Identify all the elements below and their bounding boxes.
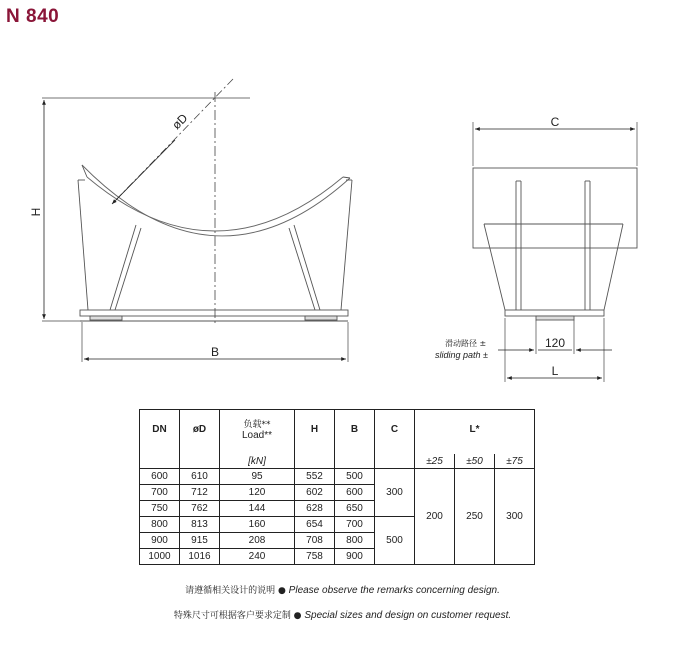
cell-dn: 900: [140, 533, 180, 549]
col-header-l: L*: [415, 410, 535, 455]
dim-h-label: H: [29, 207, 43, 217]
cell-od: 762: [180, 501, 220, 517]
cell-od: 610: [180, 469, 220, 485]
cell-od: 813: [180, 517, 220, 533]
page-title: N 840: [6, 6, 60, 27]
cell-dn: 1000: [140, 549, 180, 565]
cell-b: 600: [335, 485, 375, 501]
l-sub-header: ±25: [415, 454, 455, 469]
col-header-od: øD: [180, 410, 220, 469]
dim-od-label: øD: [169, 110, 191, 133]
col-header-h: H: [295, 410, 335, 469]
col-header-b: B: [335, 410, 375, 469]
cell-b: 900: [335, 549, 375, 565]
diameter-arrow: [112, 140, 175, 204]
cell-c-spacer: [375, 549, 415, 565]
dimension-table: [139, 409, 535, 565]
cell-l: 250: [455, 469, 495, 565]
cell-h: 552: [295, 469, 335, 485]
cell-c: 300: [375, 485, 415, 501]
load-unit: [kN]: [220, 454, 295, 469]
cell-od: 1016: [180, 549, 220, 565]
cell-h: 628: [295, 501, 335, 517]
cell-load: 95: [220, 469, 295, 485]
cell-dn: 700: [140, 485, 180, 501]
cell-load: 240: [220, 549, 295, 565]
cell-load: 120: [220, 485, 295, 501]
l-sub-header: ±75: [495, 454, 535, 469]
cell-dn: 600: [140, 469, 180, 485]
remark-design-cn: 请遵循相关设计的说明 ●: [185, 586, 289, 596]
table-row: [140, 469, 535, 485]
remark-special-sizes: [0, 608, 685, 621]
cell-h: 758: [295, 549, 335, 565]
dim-b-label: B: [210, 345, 220, 359]
sliding-path-cn: 滑动路径 ±: [445, 339, 487, 348]
remark-design-en: Please observe the remarks concerning design.: [288, 585, 500, 596]
cell-dn: 800: [140, 517, 180, 533]
dim-c-label: C: [550, 115, 560, 129]
cell-c-spacer: [375, 517, 415, 533]
l-sub-header: ±50: [455, 454, 495, 469]
remark-special-cn: 特殊尺寸可根据客户要求定制 ●: [173, 611, 305, 621]
cell-dn: 750: [140, 501, 180, 517]
dim-120-label: 120: [544, 336, 566, 350]
cell-l: 300: [495, 469, 535, 565]
cell-h: 602: [295, 485, 335, 501]
cell-b: 800: [335, 533, 375, 549]
sliding-path-en: sliding path ±: [435, 350, 488, 360]
cell-c-spacer: [375, 469, 415, 485]
cell-od: 915: [180, 533, 220, 549]
cell-load: 144: [220, 501, 295, 517]
cell-load: 208: [220, 533, 295, 549]
load-label-cn: 负载**: [243, 420, 271, 430]
col-header-c: C: [375, 410, 415, 469]
remark-special-en: Special sizes and design on customer request.: [304, 610, 512, 621]
cell-l: 200: [415, 469, 455, 565]
cell-h: 708: [295, 533, 335, 549]
cell-load: 160: [220, 517, 295, 533]
cell-h: 654: [295, 517, 335, 533]
cell-b: 650: [335, 501, 375, 517]
cell-c-spacer: [375, 501, 415, 517]
cell-c: 500: [375, 533, 415, 549]
cell-od: 712: [180, 485, 220, 501]
col-header-load: [220, 410, 295, 455]
side-view: [473, 168, 637, 320]
cell-b: 500: [335, 469, 375, 485]
col-header-dn: DN: [140, 410, 180, 469]
dim-l-label: L: [551, 364, 559, 378]
load-label-en: Load**: [241, 430, 273, 441]
remark-design: [0, 583, 685, 596]
cell-b: 700: [335, 517, 375, 533]
